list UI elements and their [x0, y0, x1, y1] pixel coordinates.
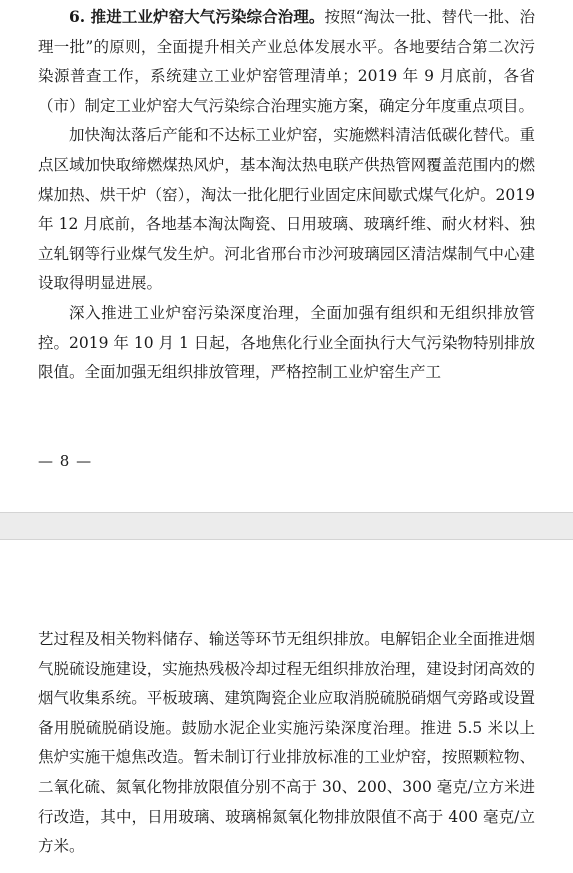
document-page-bottom	[0, 540, 573, 873]
page-bottom-text	[38, 625, 535, 862]
paragraph-furnace-governance	[38, 2, 535, 121]
paragraph-continuation: 艺过程及相关物料储存、输送等环节无组织排放。电解铝企业全面推进烟气脱硫设施建设，实施热残极冷却过程无组织排放治理，建设封闭高效的烟气收集系统。平板玻璃、建筑陶瓷企业应取消脱硫脱硝烟气旁路或设置备用脱硫脱硝设施。鼓励水泥企业实施污染深度治理。推进 5.5 米以上焦炉实施干熄焦改造。暂未制订行业排放标准的工业炉窑，按照颗粒物、二氧化硫、氮氧化物排放限值分别不高于 30、200、300 毫克/立方米进行改造，其中，日用玻璃、玻璃棉氮氧化物排放限值不高于 400 毫克/立方米。	[38, 630, 535, 856]
paragraph-body: 按照“淘汰一批、替代一批、治理一批”的原则，全面提升相关产业总体发展水平。各地要结合第二次污染源普查工作，系统建立工业炉窑管理清单；2019 年 9 月底前，各省（市）制定工业炉窑大气污染综合治理实施方案，确定分年度重点项目。	[38, 8, 535, 115]
section-heading: 6. 推进工业炉窑大气污染综合治理。	[69, 7, 325, 26]
paragraph-deep-treatment: 深入推进工业炉窑污染深度治理，全面加强有组织和无组织排放管控。2019 年 10 月 1 日起，各地焦化行业全面执行大气污染物特别排放限值。全面加强无组织排放管理，严格控制工业炉窑生产工	[38, 303, 535, 382]
page-separator	[0, 512, 573, 540]
page-top-text	[38, 2, 535, 388]
page-number: — 8 —	[38, 452, 93, 470]
paragraph-phase-out: 加快淘汰落后产能和不达标工业炉窑，实施燃料清洁低碳化替代。重点区域加快取缔燃煤热风炉，基本淘汰热电联产供热管网覆盖范围内的燃煤加热、烘干炉（窑），淘汰一批化肥行业固定床间歇式煤气化炉。2019 年 12 月底前，各地基本淘汰陶瓷、日用玻璃、玻璃纤维、耐火材料、独立轧钢等行业煤气发生炉。河北省邢台市沙河玻璃园区清洁煤制气中心建设取得明显进展。	[38, 126, 535, 293]
